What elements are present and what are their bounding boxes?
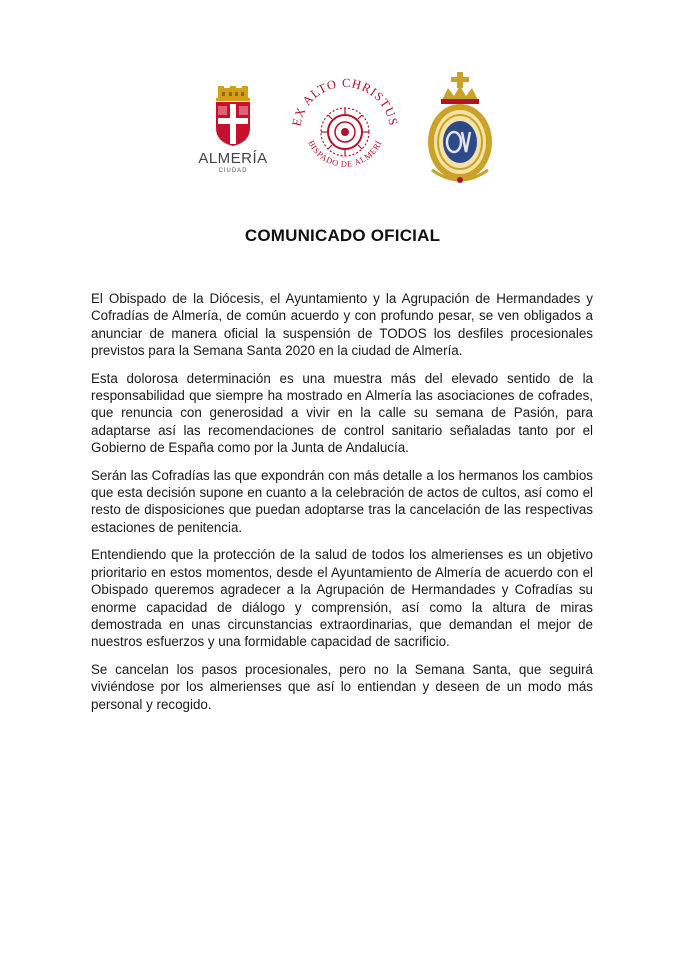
obispado-seal-logo — [286, 70, 404, 188]
seal-bottom-text: BISPADO DE ALMERÍ — [306, 138, 384, 169]
svg-text:EX ALTO CHRISTUS — [289, 76, 400, 128]
cofradias-emblem-icon — [424, 70, 496, 188]
paragraph: Se cancelan los pasos procesionales, pero no la Semana Santa, que seguirá viviéndose por los almerienses que así lo entiendan y deseen de un modo más personal y recogido. — [91, 661, 593, 712]
document-title: COMUNICADO OFICIAL — [244, 226, 441, 245]
almeria-logo-subtext: CIUDAD — [218, 168, 248, 174]
cofradias-emblem-logo — [424, 70, 496, 188]
paragraph: Entendiendo que la protección de la salud de todos los almerienses es un objetivo prioritario en estos momentos, desde el Ayuntamiento de Almería de acuerdo con el Obispado queremos agradecer a la Agrupación de Hermandades y Cofradías su enorme capacidad de diálogo y comprensión, así como la altura de miras demostrada en unas circunstancias extraordinarias, que demandan el mejor de nuestros esfuerzos y una formidable capacidad de sacrificio. — [91, 547, 593, 650]
seal-top-text: EX ALTO CHRISTUS — [289, 75, 401, 128]
almeria-logo-text: ALMERÍA — [198, 150, 268, 167]
almeria-crest-icon — [213, 86, 253, 148]
paragraph: Esta dolorosa determinación es una muestra más del elevado sentido de la responsabilidad que siempre ha mostrado en Almería las asociaciones de cofrades, que renuncia con generosidad a vivir en la calle su semana de Pasión, para adaptarse así las recomendaciones de control sanitario señaladas tanto por el Gobierno de España como por la Junta de Andalucía. — [91, 370, 593, 456]
document-body — [91, 290, 593, 723]
paragraph: Serán las Cofradías las que expondrán con más detalle a los hermanos los cambios que esta decisión supone en cuanto a la celebración de actos de cultos, así como el resto de disposiciones que puedan adoptarse tras la cancelación de las respectivas estaciones de penitencia. — [91, 467, 593, 535]
paragraph: El Obispado de la Diócesis, el Ayuntamiento y la Agrupación de Hermandades y Cofradías de Almería, de común acuerdo y con profundo pesar, se ven obligados a anunciar de manera oficial la suspensión de TODOS los desfiles procesionales previstos para la Semana Santa 2020 en la ciudad de Almería. — [91, 291, 593, 359]
almeria-city-logo — [196, 86, 270, 186]
obispado-seal-icon — [286, 70, 404, 188]
